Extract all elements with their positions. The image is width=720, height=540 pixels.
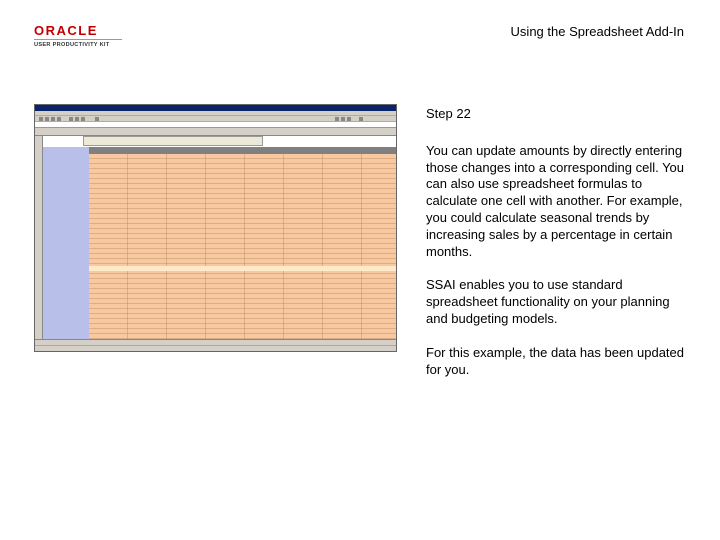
logo-subtitle: USER PRODUCTIVITY KIT — [34, 42, 110, 48]
period-header-row — [43, 147, 396, 154]
row-headers — [35, 136, 43, 341]
spreadsheet-screenshot — [34, 104, 397, 352]
oracle-upk-logo — [34, 24, 122, 48]
paragraph-update-amounts: You can update amounts by directly entering those changes into a corresponding cell. You can also use spreadsheet formulas to calculate one cell with another. For example, you could calculate seasonal trends by increasing sales by a percentage in certain months. — [426, 142, 685, 259]
step-number: Step 22 — [426, 106, 471, 121]
ssai-toolbar — [83, 136, 263, 146]
logo-divider — [34, 39, 122, 40]
excel-grid — [35, 131, 396, 341]
excel-formula-bar — [35, 122, 396, 128]
excel-toolbar — [35, 116, 396, 122]
paragraph-ssai-functionality: SSAI enables you to use standard spreadsheet functionality on your planning and budgeting models. — [426, 277, 670, 326]
excel-status-bar — [35, 345, 396, 351]
updated-row-highlight — [89, 266, 396, 271]
instruction-text — [426, 106, 688, 395]
paragraph-data-updated: For this example, the data has been updated for you. — [426, 344, 685, 377]
data-cells-area — [89, 154, 396, 341]
dimension-member-column — [43, 147, 89, 341]
oracle-logo-word: ORACLE — [34, 23, 98, 38]
document-title: Using the Spreadsheet Add-In — [510, 24, 684, 39]
